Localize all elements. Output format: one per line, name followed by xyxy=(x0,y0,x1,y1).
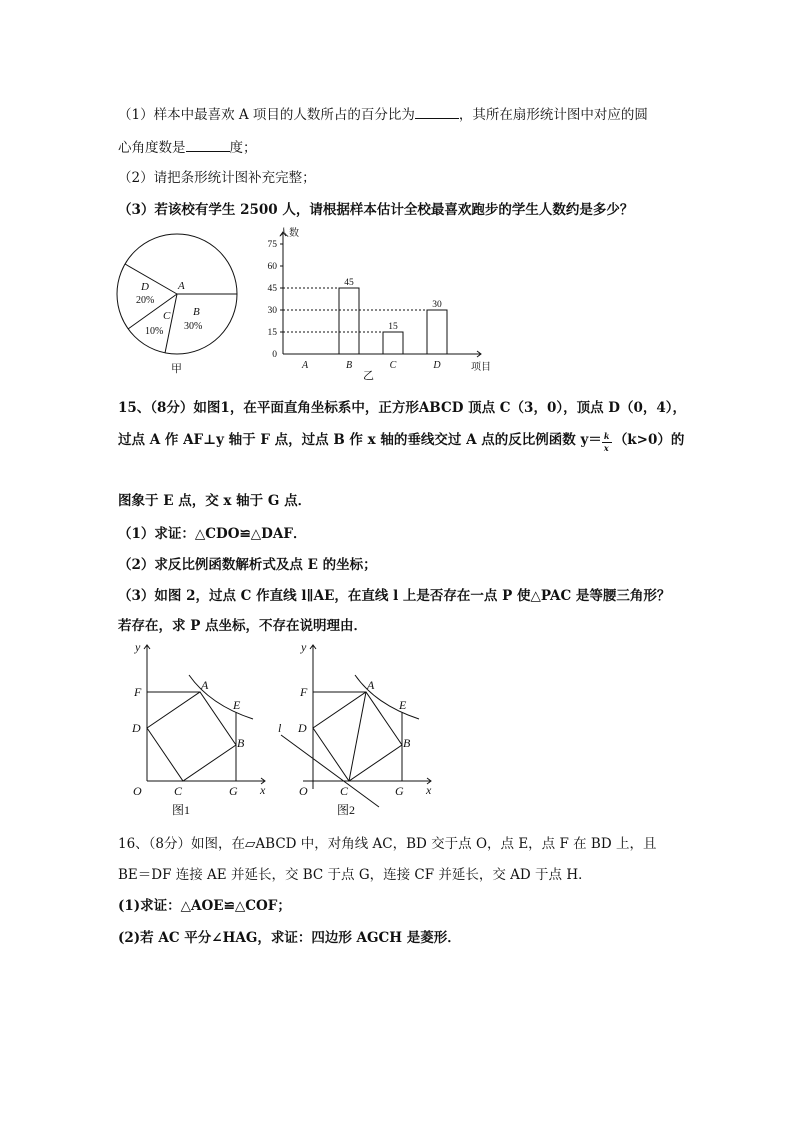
fig1-caption: 图1 xyxy=(172,803,191,817)
pie-percent-b: 30% xyxy=(184,321,203,332)
bar-ytick-label: 45 xyxy=(267,284,277,294)
fig2-label-e: E xyxy=(399,698,407,712)
fig1-label-f: F xyxy=(134,685,142,699)
fig2-diagonal-ac xyxy=(349,692,366,781)
fig1-label-y: y xyxy=(135,640,141,654)
q16-line1: 16、（8分）如图，在▱ABCD 中，对角线 AC，BD 交于点 O，点 E，点 F 在 BD 上，且 xyxy=(118,836,657,852)
fig2-label-a: A xyxy=(367,678,375,692)
pie-label-b: B xyxy=(193,306,200,318)
bar-category-label: A xyxy=(301,360,309,371)
fig1-label-d: D xyxy=(132,721,141,735)
bar-category-label: B xyxy=(345,360,353,371)
q16-line2: BE＝DF 连接 AE 并延长，交 BC 于点 G，连接 CF 并延长，交 AD 于点 H． xyxy=(118,867,592,883)
bar-ytick-label: 75 xyxy=(267,240,277,250)
fig2-label-f: F xyxy=(300,685,308,699)
fig1-label-b: B xyxy=(237,736,245,750)
fig2-label-c: C xyxy=(340,784,349,798)
q15-part3-line2: 若存在，求 P 点坐标，不存在说明理由． xyxy=(118,618,368,634)
bar-ylabel: 人数 xyxy=(279,228,299,239)
pie-label-a: A xyxy=(178,280,185,292)
bar-ytick-label: 60 xyxy=(267,262,277,272)
bar-ytick-label: 30 xyxy=(267,306,277,316)
answer-blank-2 xyxy=(186,151,230,152)
q16-part2: (2)若 AC 平分∠HAG，求证：四边形 AGCH 是菱形． xyxy=(118,930,461,946)
fig2-label-b: B xyxy=(403,736,411,750)
pie-chart xyxy=(115,222,245,374)
q14-part1-text-a: （1）样本中最喜欢 A 项目的人数所占的百分比为 xyxy=(118,107,415,123)
pie-label-d: D xyxy=(141,281,149,293)
q15-line2-text-b: （k>0）的 xyxy=(613,432,685,448)
q15-part1: （1）求证：△CDO≌△DAF． xyxy=(118,526,307,542)
fig1-label-a: A xyxy=(201,678,209,692)
fig2-label-g: G xyxy=(395,784,404,798)
fraction-numerator: k xyxy=(603,430,610,441)
fig1-label-g: G xyxy=(229,784,238,798)
q15-line1: 15、（8分）如图1，在平面直角坐标系中，正方形ABCD 顶点 C（3，0），顶点 D（0，4）， xyxy=(118,400,687,416)
bar-xlabel: 项目 xyxy=(471,362,491,373)
pie-percent-d: 20% xyxy=(136,295,155,306)
q15-line2-text-a: 过点 A 作 AF⊥y 轴于 F 点，过点 B 作 x 轴的垂线交过 A 点的反比例函数 y＝ xyxy=(118,432,602,448)
q15-line3: 图象于 E 点，交 x 轴于 G 点． xyxy=(118,493,312,509)
q14-part1-text-c: 心角度数是 xyxy=(118,140,186,156)
figure-2 xyxy=(273,637,438,819)
bar-caption: 乙 xyxy=(363,370,374,380)
pie-label-c: C xyxy=(163,310,171,322)
pie-caption: 甲 xyxy=(171,363,182,374)
q14-part2: （2）请把条形统计图补充完整； xyxy=(118,170,316,186)
fig2-label-x: x xyxy=(426,783,432,797)
q14-part1-text-d: 度； xyxy=(229,140,257,156)
fraction-denominator: x xyxy=(603,442,609,453)
fig2-label-l: l xyxy=(278,721,282,735)
q14-part3: （3）若该校有学生 2500 人，请根据样本估计全校最喜欢跑步的学生人数约是多少？ xyxy=(118,202,634,218)
q14-part1-line1 xyxy=(118,103,648,123)
q15-part2: （2）求反比例函数解析式及点 E 的坐标； xyxy=(118,557,377,573)
bar-category-label: D xyxy=(433,360,441,371)
q15-part3: （3）如图 2，过点 C 作直线 l∥AE，在直线 l 上是否存在一点 P 使△PAC 是等腰三角形？ xyxy=(118,588,671,604)
bar-ytick-label: 0 xyxy=(272,350,277,360)
fig1-label-x: x xyxy=(260,783,266,797)
fig1-label-e: E xyxy=(233,698,241,712)
q14-part1-line2 xyxy=(118,136,257,156)
bar-value-label: 45 xyxy=(344,278,354,288)
fig2-label-o: O xyxy=(299,784,308,798)
bar-rect xyxy=(427,310,447,354)
bar-rect xyxy=(383,332,403,354)
pie-percent-c: 10% xyxy=(145,326,164,337)
bar-value-label: 15 xyxy=(388,322,398,332)
q14-part1-text-b: ，其所在扇形统计图中对应的圆 xyxy=(458,107,648,123)
pie-divider-c-b xyxy=(165,294,177,353)
bar-rect xyxy=(339,288,359,354)
fig1-hyperbola xyxy=(189,675,253,719)
bar-ytick-label: 15 xyxy=(267,328,277,338)
pie-divider-a-d xyxy=(125,264,177,294)
bar-value-label: 30 xyxy=(432,300,442,310)
q16-part1: (1)求证：△AOE≌△COF； xyxy=(118,898,291,914)
bar-category-label: C xyxy=(389,360,397,371)
fig2-label-d: D xyxy=(298,721,307,735)
fig1-label-o: O xyxy=(133,784,142,798)
bar-chart xyxy=(255,222,505,380)
fraction-k-over-x xyxy=(602,430,614,453)
fig1-label-c: C xyxy=(174,784,183,798)
figure-1 xyxy=(125,637,275,819)
q15-line2 xyxy=(118,428,685,453)
answer-blank-1 xyxy=(415,118,459,119)
fig2-label-y: y xyxy=(301,640,307,654)
fig2-caption: 图2 xyxy=(337,803,356,817)
